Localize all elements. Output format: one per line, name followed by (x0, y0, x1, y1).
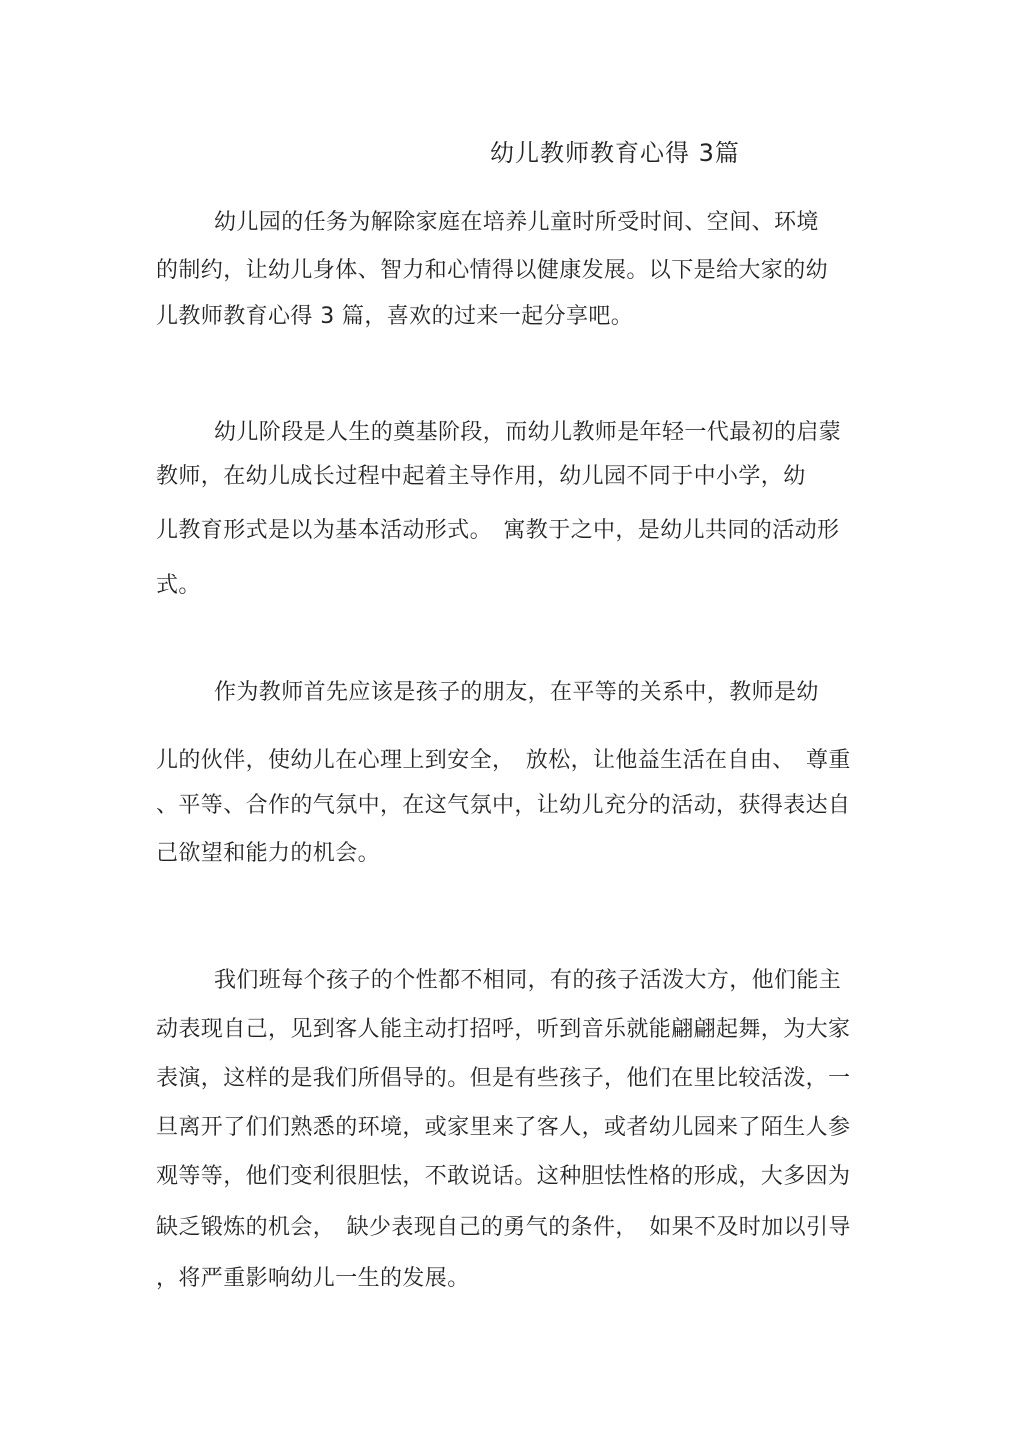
paragraph-1-line-3: 儿教师教育心得 3 篇，喜欢的过来一起分享吧。 (156, 304, 634, 329)
paragraph-4-line-7: ，将严重影响幼儿一生的发展。 (156, 1266, 470, 1291)
paragraph-2-line-2: 教师，在幼儿成长过程中起着主导作用，幼儿园不同于中小学，幼 (156, 464, 806, 489)
paragraph-4-line-6: 缺乏锻炼的机会， 缺少表现自己的勇气的条件， 如果不及时加以引导 (156, 1215, 851, 1240)
paragraph-3-line-3: 、平等、合作的气氛中，在这气氛中，让幼儿充分的活动，获得表达自 (156, 793, 851, 818)
paragraph-3-line-4: 己欲望和能力的机会。 (156, 841, 381, 866)
paragraph-1-line-1: 幼儿园的任务为解除家庭在培养儿童时所受时间、空间、环境 (214, 210, 819, 235)
paragraph-4-line-3: 表演，这样的是我们所倡导的。但是有些孩子，他们在里比较活泼，一 (156, 1066, 851, 1091)
paragraph-3-line-2: 儿的伙伴，使幼儿在心理上到安全， 放松，让他益生活在自由、 尊重 (156, 748, 851, 773)
paragraph-4-line-5: 观等等，他们变利很胆怯，不敢说话。这种胆怯性格的形成，大多因为 (156, 1164, 851, 1189)
paragraph-3-line-1: 作为教师首先应该是孩子的朋友，在平等的关系中，教师是幼 (214, 680, 819, 705)
paragraph-2-line-3: 儿教育形式是以为基本活动形式。 寓教于之中，是幼儿共同的活动形 (156, 518, 840, 543)
paragraph-4-line-4: 旦离开了们们熟悉的环境，或家里来了客人，或者幼儿园来了陌生人参 (156, 1115, 851, 1140)
paragraph-2-line-4: 式。 (156, 573, 201, 598)
paragraph-1-line-2: 的制约，让幼儿身体、智力和心情得以健康发展。以下是给大家的幼 (156, 258, 829, 283)
paragraph-2-line-1: 幼儿阶段是人生的奠基阶段，而幼儿教师是年轻一代最初的启蒙 (214, 420, 842, 445)
paragraph-4-line-1: 我们班每个孩子的个性都不相同，有的孩子活泼大方，他们能主 (214, 968, 842, 993)
paragraph-4-line-2: 动表现自己，见到客人能主动打招呼，听到音乐就能翩翩起舞，为大家 (156, 1017, 851, 1042)
document-title: 幼儿教师教育心得 3篇 (490, 139, 740, 167)
